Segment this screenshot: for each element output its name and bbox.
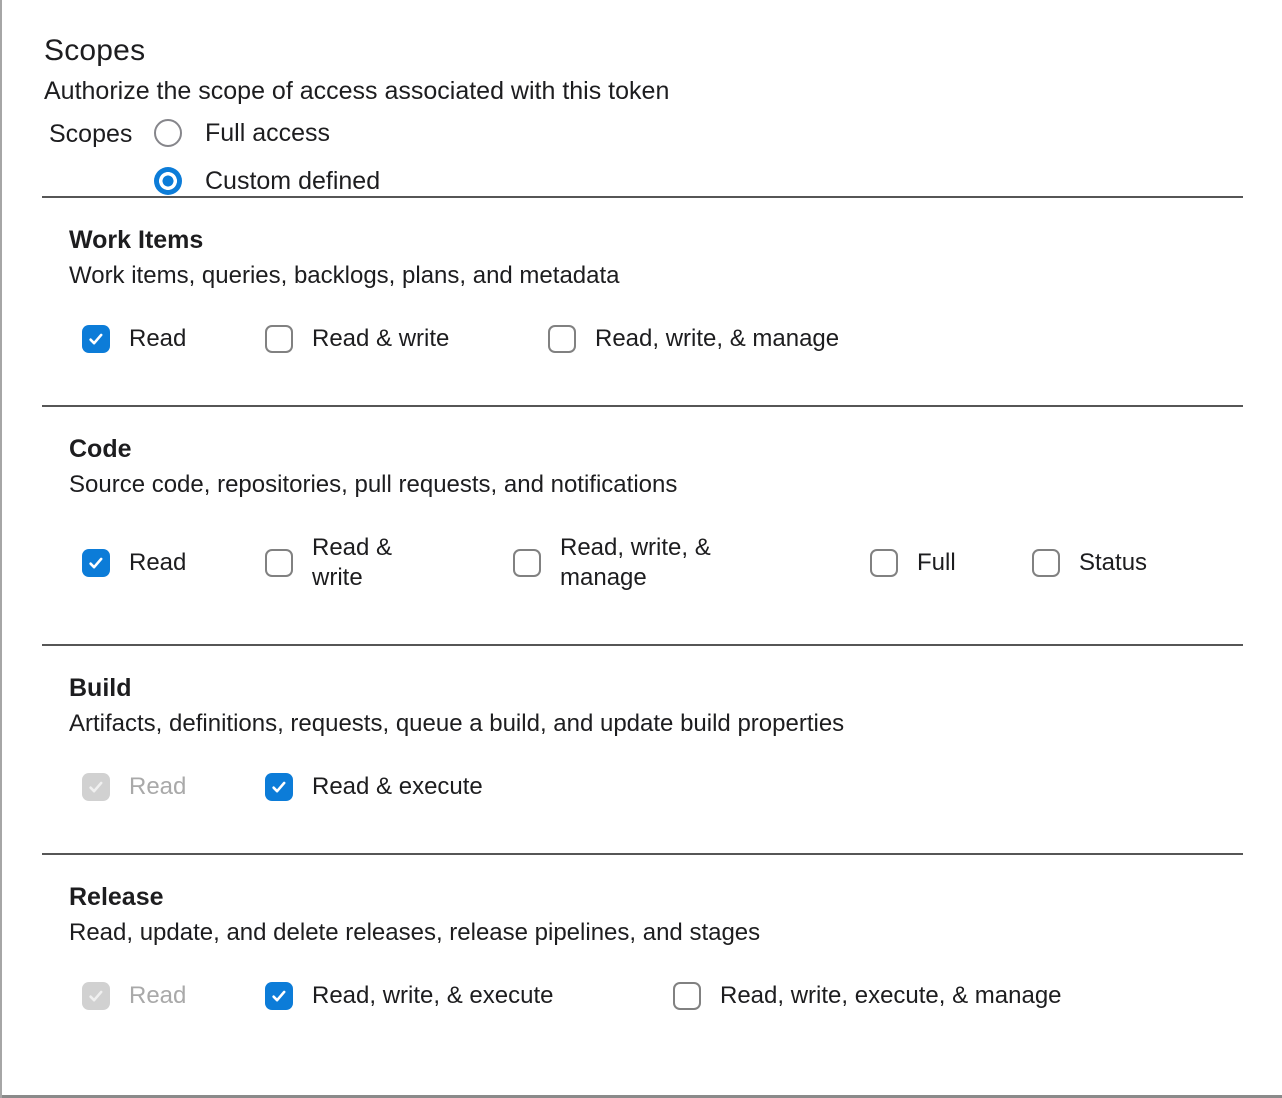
checkbox-checked[interactable] [265,982,293,1010]
checkbox-work-items-read[interactable] [82,324,265,354]
checkbox-release-read-write-execute[interactable] [265,981,673,1011]
checkbox-label: Read, write, execute, & manage [720,982,1062,1009]
radio-selected-icon[interactable] [154,167,182,195]
checkbox-label: Read & execute [312,773,483,800]
checkbox-checked-disabled [82,982,110,1010]
section-description: Artifacts, definitions, requests, queue a build, and update build properties [69,710,845,737]
checkbox-checked[interactable] [265,773,293,801]
checkbox-row [69,533,1243,593]
radio-custom-defined[interactable] [154,166,380,196]
checkbox-label: Read & write [312,534,393,591]
checkbox-label: Read, write, & manage [560,534,711,591]
checkbox-label: Read [129,549,187,576]
checkbox-label: Read, write, & execute [312,982,554,1009]
checkbox-release-read-disabled [82,981,265,1011]
checkbox-work-items-read-write[interactable] [265,324,548,354]
checkbox-unchecked[interactable] [265,549,293,577]
section-description: Read, update, and delete releases, release pipelines, and stages [69,919,761,946]
checkbox-row [69,324,1243,354]
checkbox-label: Read & write [312,325,450,352]
checkbox-checked[interactable] [82,325,110,353]
checkbox-unchecked[interactable] [513,549,541,577]
checkbox-row [69,772,1243,802]
checkbox-code-read[interactable] [82,548,265,578]
checkbox-row [69,981,1243,1011]
radio-label: Full access [205,119,331,147]
check-icon [87,554,105,572]
section-description: Source code, repositories, pull requests, and notifications [69,471,678,498]
checkbox-release-read-write-execute-manage[interactable] [673,981,1062,1011]
checkbox-label: Status [1079,549,1148,576]
checkbox-code-read-write[interactable] [265,533,513,593]
checkbox-unchecked[interactable] [548,325,576,353]
checkbox-label: Read, write, & manage [595,325,840,352]
check-icon [270,778,288,796]
checkbox-build-read-execute[interactable] [265,772,483,802]
checkbox-label: Read [129,325,187,352]
checkbox-code-read-write-manage[interactable] [513,533,870,593]
page-title: Scopes [44,34,146,67]
checkbox-label: Read [129,982,187,1009]
scope-mode-radio-group [154,118,380,196]
section-code [42,405,1243,644]
checkbox-unchecked[interactable] [265,325,293,353]
scope-mode-field [44,118,1282,196]
section-title: Build [69,674,132,702]
section-title: Code [69,435,132,463]
section-release [42,853,1243,1062]
check-icon [270,987,288,1005]
checkbox-checked[interactable] [82,549,110,577]
checkbox-unchecked[interactable] [870,549,898,577]
section-title: Release [69,883,164,911]
section-description: Work items, queries, backlogs, plans, and metadata [69,262,620,289]
checkbox-label: Full [917,549,956,576]
checkbox-unchecked[interactable] [673,982,701,1010]
radio-unselected-icon[interactable] [154,119,182,147]
checkbox-build-read-disabled [82,772,265,802]
section-build [42,644,1243,853]
radio-label: Custom defined [205,167,381,195]
check-icon [87,987,105,1005]
checkbox-checked-disabled [82,773,110,801]
check-icon [87,778,105,796]
section-work-items [42,196,1243,405]
radio-full-access[interactable] [154,118,380,148]
scope-mode-label: Scopes [49,120,133,148]
checkbox-unchecked[interactable] [1032,549,1060,577]
checkbox-label: Read [129,773,187,800]
section-title: Work Items [69,226,204,254]
checkbox-code-status[interactable] [1032,548,1147,578]
checkbox-work-items-read-write-manage[interactable] [548,324,839,354]
checkbox-code-full[interactable] [870,548,1032,578]
check-icon [87,330,105,348]
scopes-header [2,0,1282,196]
page-subtitle: Authorize the scope of access associated with this token [44,77,670,105]
